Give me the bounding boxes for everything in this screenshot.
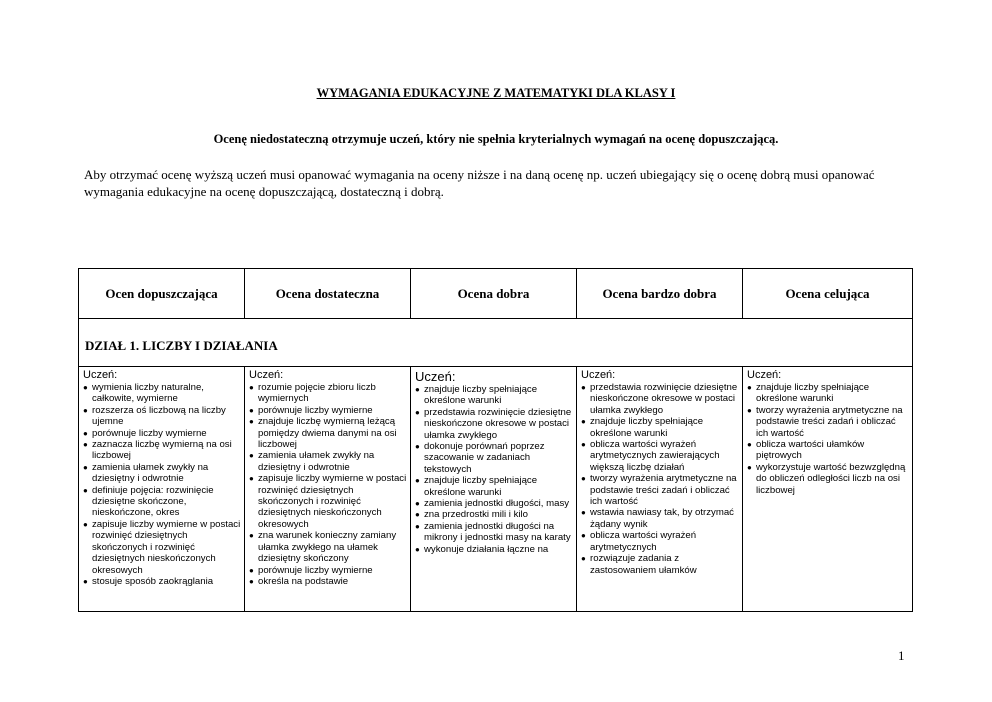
bullet-icon: ●	[415, 476, 420, 486]
list-item: ● wymienia liczby naturalne, całkowite, wymierne	[83, 382, 204, 405]
list-item: ● zna przedrostki mili i kilo	[415, 509, 528, 521]
bullet-icon: ●	[415, 521, 420, 531]
list-item: ● znajduje liczby spełniające określone warunki	[415, 475, 538, 498]
column-bardzo-dobra	[577, 367, 743, 612]
column-lead: Uczeń:	[83, 369, 118, 381]
requirements-table	[78, 268, 913, 612]
bullet-icon: ●	[747, 462, 752, 472]
list-item: ● tworzy wyrażenia arytmetyczne na podstawie treści zadań i obliczać ich wartość	[581, 473, 737, 508]
column-lead: Uczeń:	[581, 369, 616, 381]
column-dostateczna	[245, 367, 411, 612]
requirements-list	[581, 382, 739, 576]
bullet-icon: ●	[747, 440, 752, 450]
bullet-icon: ●	[581, 383, 586, 392]
bullet-icon: ●	[83, 576, 88, 586]
bullet-icon: ●	[249, 383, 254, 392]
bullet-icon: ●	[83, 440, 88, 450]
header-dopuszczajaca: Ocen dopuszczająca	[79, 269, 245, 319]
list-item: ● oblicza wartości wyrażeń arytmetycznych	[581, 530, 697, 553]
bullet-icon: ●	[249, 451, 254, 461]
bullet-icon: ●	[249, 474, 254, 484]
header-dobra: Ocena dobra	[411, 269, 577, 319]
bullet-icon: ●	[83, 405, 88, 415]
bullet-icon: ●	[249, 576, 254, 586]
list-item: ● stosuje sposób zaokrąglania	[83, 575, 214, 587]
list-item: ● porównuje liczby wymierne	[249, 404, 373, 416]
page-number: 1	[898, 648, 905, 663]
list-item: ● dokonuje porównań poprzez szacowanie w zadaniach tekstowych	[415, 441, 545, 475]
list-item: ● zamienia jednostki długości, masy	[415, 498, 570, 510]
bullet-icon: ●	[249, 405, 254, 415]
document-title: WYMAGANIA EDUKACYJNE Z MATEMATYKI DLA KLASY I	[316, 86, 676, 100]
column-lead: Uczeń:	[747, 369, 782, 381]
bullet-icon: ●	[83, 383, 88, 392]
list-item: ● przedstawia rozwinięcie dziesiętne nieskończone okresowe w postaci ułamka zwykłego	[581, 382, 738, 416]
requirements-list	[83, 382, 241, 587]
bullet-icon: ●	[249, 531, 254, 541]
list-item: ● oblicza wartości ułamków piętrowych	[747, 439, 865, 462]
list-item: ● rozwiązuje zadania z zastosowaniem ułamków	[581, 553, 697, 576]
bullet-icon: ●	[415, 442, 420, 452]
bullet-icon: ●	[83, 428, 88, 438]
list-item: ● zna warunek konieczny zamiany ułamka zwykłego na ułamek dziesiętny skończony	[249, 530, 397, 565]
section-row	[79, 319, 913, 367]
requirements-list	[747, 382, 909, 496]
list-item: ● znajduje liczby spełniające określone warunki	[581, 416, 704, 439]
bullet-icon: ●	[415, 544, 420, 554]
list-item: ● wykorzystuje wartość bezwzględną do obliczeń odległości liczb na osi liczbowej	[747, 461, 906, 496]
requirements-list	[415, 384, 573, 555]
document-subtitle: Ocenę niedostateczną otrzymuje uczeń, który nie spełnia kryterialnych wymagań na ocenę dopuszczającą.	[213, 132, 779, 146]
list-item: ● tworzy wyrażenia arytmetyczne na podstawie treści zadań i obliczać ich wartość	[747, 404, 903, 439]
requirements-list	[249, 382, 407, 587]
list-item: ● zapisuje liczby wymierne w postaci rozwinięć dziesiętnych skończonych i rozwinięć dziesiętnych nieskończonych okresowych	[249, 473, 407, 530]
list-item: ● określa na podstawie	[249, 575, 349, 587]
column-celujaca	[743, 367, 913, 612]
column-lead: Uczeń:	[415, 369, 456, 384]
list-item: ● wstawia nawiasy tak, by otrzymać żądany wynik	[581, 507, 734, 530]
column-dobra	[411, 367, 577, 612]
list-item: ● przedstawia rozwinięcie dziesiętne nieskończone okresowe w postaci ułamka zwykłego	[415, 406, 572, 441]
list-item: ● oblicza wartości wyrażeń arytmetycznych zawierających większą liczbę działań	[581, 439, 720, 473]
header-row	[79, 269, 913, 319]
list-item: ● zamienia ułamek zwykły na dziesiętny i odwrotnie	[249, 450, 375, 473]
bullet-icon: ●	[581, 474, 586, 484]
bullet-icon: ●	[747, 405, 752, 415]
list-item: ● zapisuje liczby wymierne w postaci rozwinięć dziesiętnych skończonych i rozwinięć dziesiętnych nieskończonych okresowych	[83, 518, 241, 576]
bullet-icon: ●	[415, 499, 420, 509]
header-celujaca: Ocena celująca	[743, 269, 913, 319]
list-item: ● znajduje liczbę wymierną leżącą pomiędzy dwiema danymi na osi liczbowej	[249, 416, 397, 451]
list-item: ● porównuje liczby wymierne	[83, 427, 207, 439]
document-intro: Aby otrzymać ocenę wyższą uczeń musi opanować wymagania na oceny niższe i na daną ocenę np. uczeń ubiegający się o ocenę dobrą musi opanować wymagania edukacyjne na ocenę dopuszczającą, dostateczną i dobrą.	[84, 167, 875, 199]
list-item: ● wykonuje działania łączne na	[415, 543, 549, 555]
list-item: ● porównuje liczby wymierne	[249, 564, 373, 576]
bullet-icon: ●	[249, 565, 254, 575]
list-item: ● rozszerza oś liczbową na liczby ujemne	[83, 404, 226, 428]
list-item: ● zaznacza liczbę wymierną na osi liczbowej	[83, 439, 232, 462]
bullet-icon: ●	[581, 531, 586, 541]
list-item: ● rozumie pojęcie zbioru liczb wymiernych	[249, 382, 376, 405]
list-item: ● zamienia jednostki długości na mikrony i jednostki masy na karaty	[415, 520, 571, 544]
header-bardzo-dobra: Ocena bardzo dobra	[577, 269, 743, 319]
section-title: DZIAŁ 1. LICZBY I DZIAŁANIA	[79, 319, 913, 367]
list-item: ● znajduje liczby spełniające określone warunki	[415, 384, 538, 407]
content-row	[79, 367, 913, 612]
bullet-icon: ●	[83, 462, 88, 472]
bullet-icon: ●	[581, 554, 586, 564]
column-lead: Uczeń:	[249, 369, 284, 381]
list-item: ● znajduje liczby spełniające określone warunki	[747, 382, 870, 405]
bullet-icon: ●	[415, 407, 420, 417]
list-item: ● definiuje pojęcia: rozwinięcie dziesiętne skończone, nieskończone, okres	[83, 484, 214, 519]
bullet-icon: ●	[747, 383, 752, 392]
bullet-icon: ●	[415, 510, 420, 520]
header-dostateczna: Ocena dostateczna	[245, 269, 411, 319]
bullet-icon: ●	[249, 417, 254, 427]
column-dopuszczajaca	[79, 367, 245, 612]
bullet-icon: ●	[581, 417, 586, 427]
bullet-icon: ●	[581, 508, 586, 518]
bullet-icon: ●	[83, 485, 88, 495]
bullet-icon: ●	[415, 385, 420, 394]
list-item: ● zamienia ułamek zwykły na dziesiętny i odwrotnie	[83, 461, 209, 485]
bullet-icon: ●	[581, 440, 586, 450]
bullet-icon: ●	[83, 519, 88, 529]
